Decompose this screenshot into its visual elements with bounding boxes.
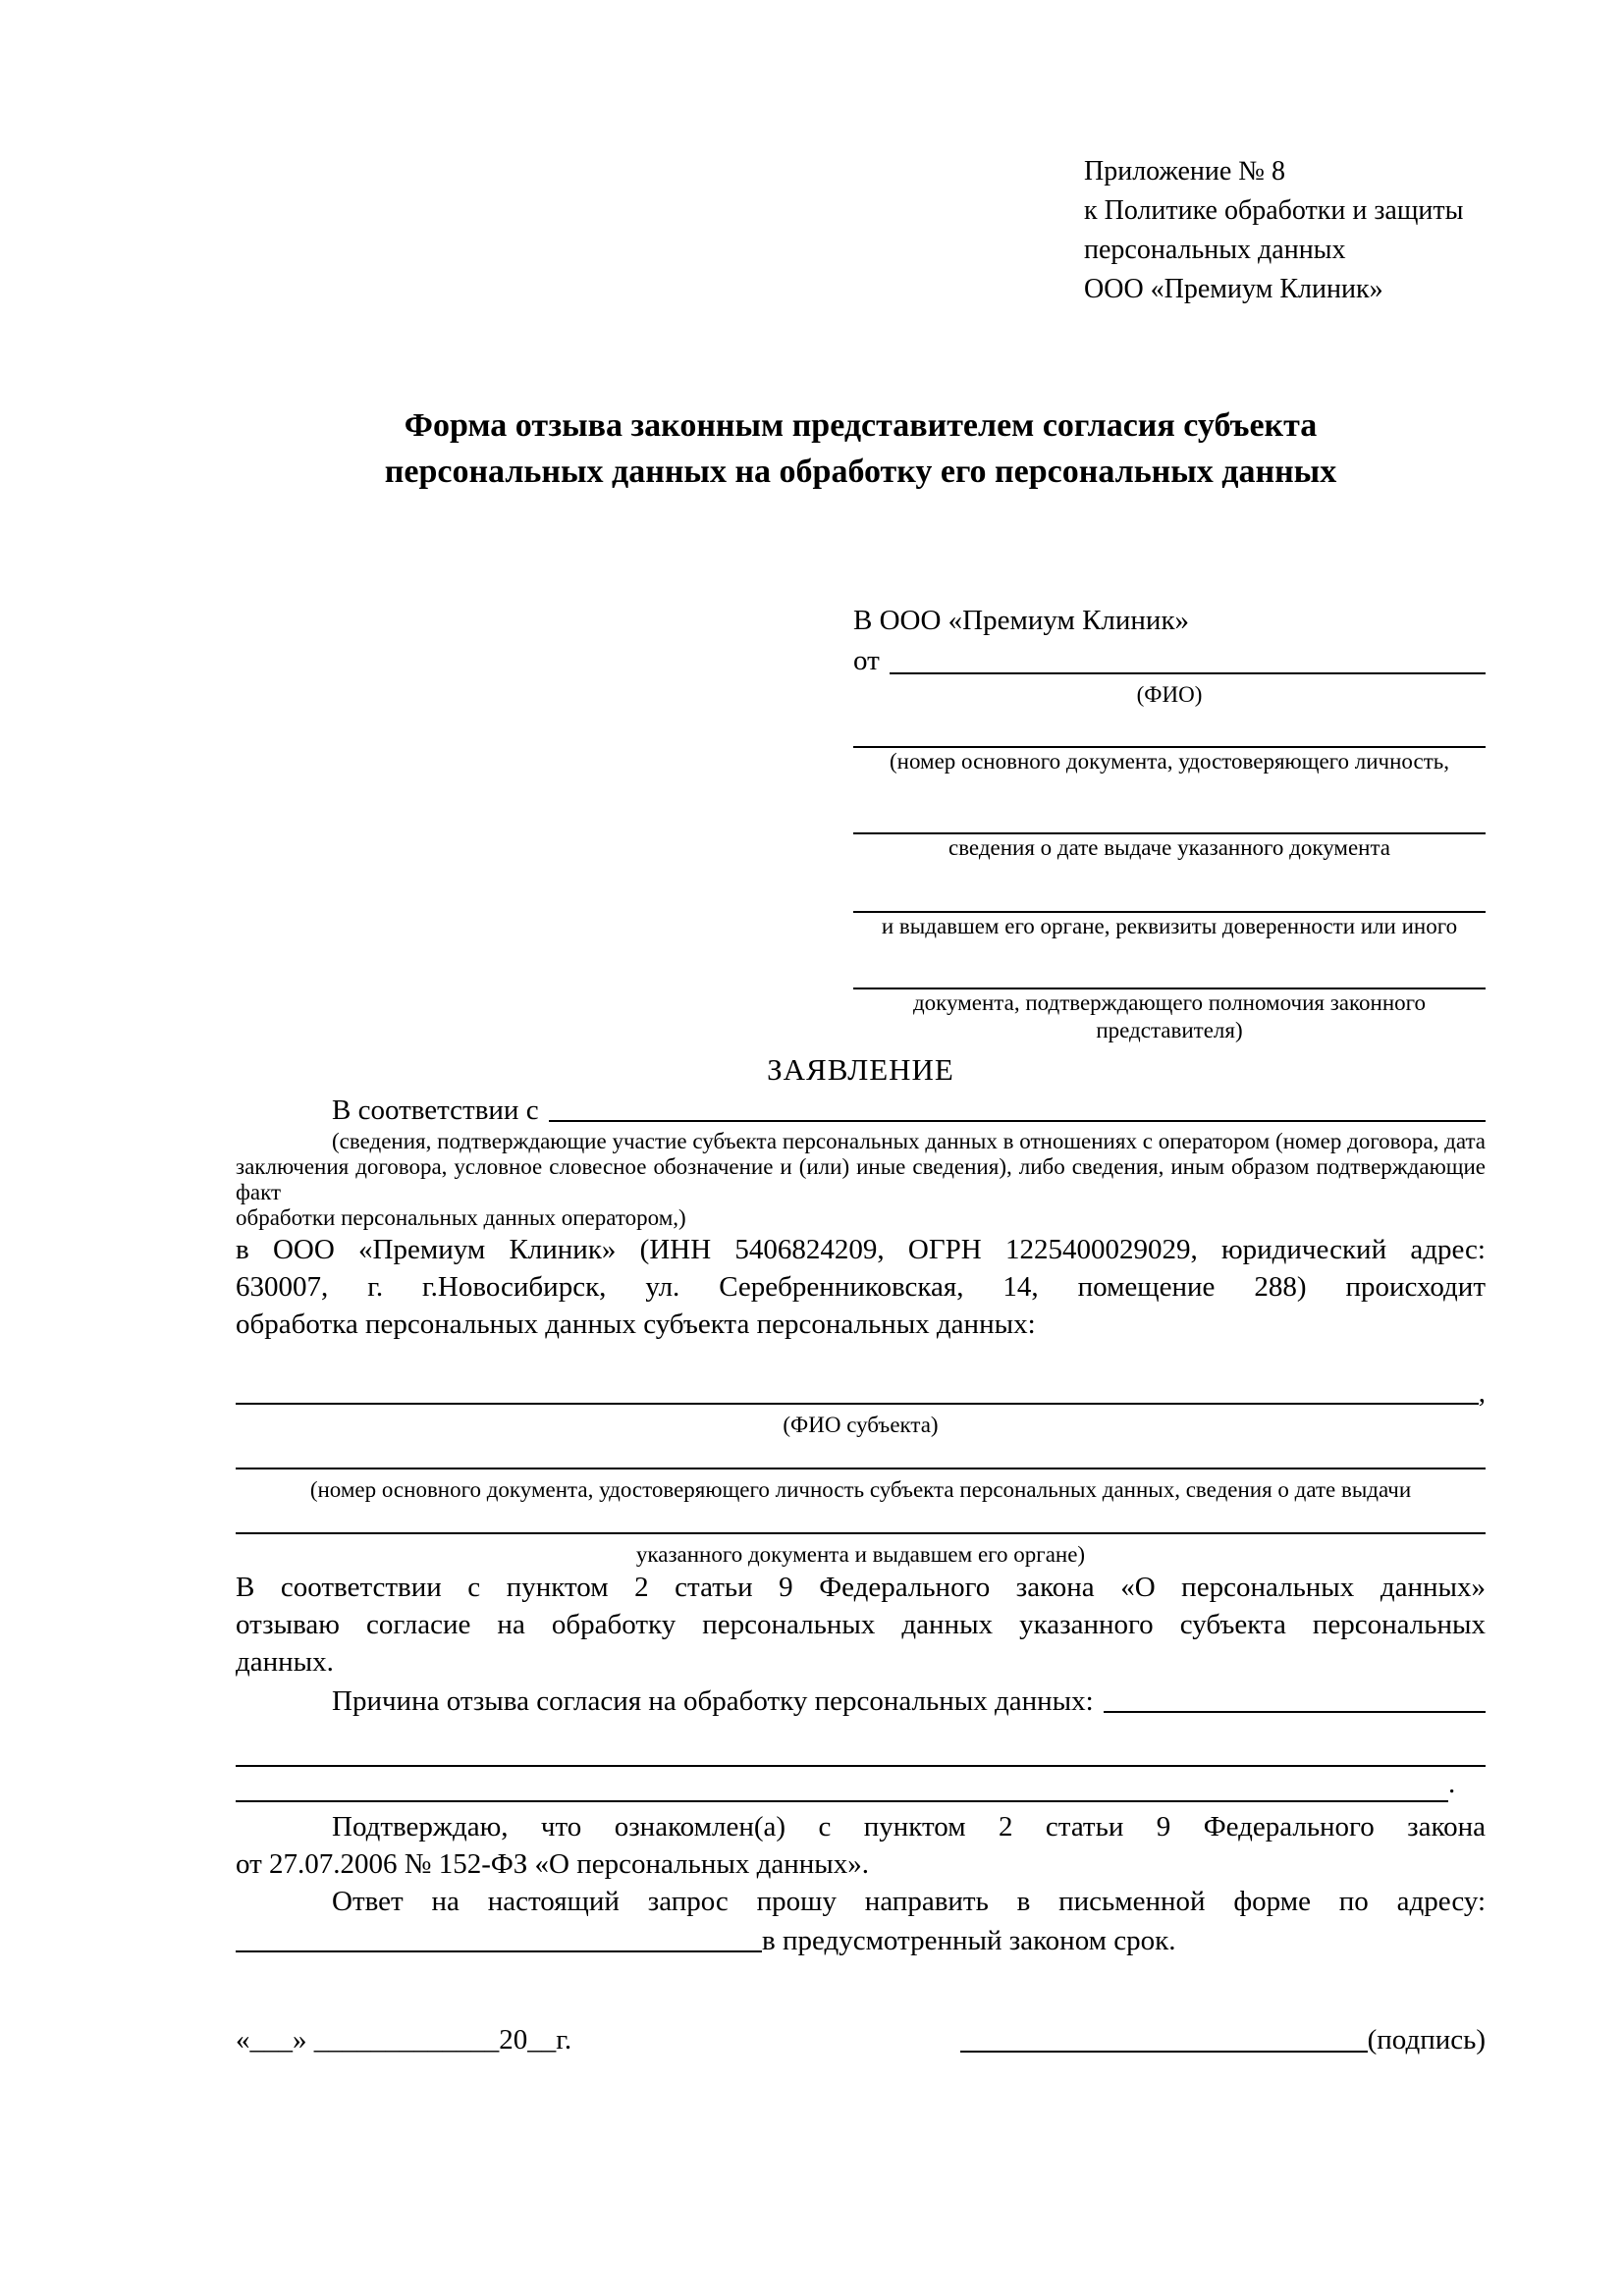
basis-caption-line: заключения договора, условное словесное обозначение и (или) иные сведения), либо сведения, иным образом подтверждающие факт (236, 1154, 1486, 1204)
reply-address-blank-line (236, 1950, 762, 1952)
subject-document-caption: (номер основного документа, удостоверяющего личность субъекта персональных данных, сведения о дате выдачи (309, 1477, 1412, 1502)
reply-line2-suffix: в предусмотренный законом срок. (762, 1925, 1176, 1956)
annex-line: ООО «Премиум Клиник» (1084, 274, 1383, 304)
subject-fio-comma: , (1478, 1377, 1486, 1409)
annex-line: персональных данных (1084, 235, 1346, 265)
withdrawal-paragraph (236, 1569, 1486, 1681)
accordance-field-row (236, 1088, 1486, 1129)
confirmation-paragraph (236, 1808, 1486, 1883)
annex-line: Приложение № 8 (1084, 156, 1285, 187)
sentence-period: . (1448, 1768, 1456, 1799)
operator-paragraph-line: обработка персональных данных субъекта персональных данных: (236, 1308, 1036, 1340)
document-title-line: персональных данных на обработку его персональных данных (384, 454, 1337, 490)
subject-document-caption2: указанного документа и выдавшем его органе) (635, 1542, 1086, 1567)
basis-caption-line: (сведения, подтверждающие участие субъекта персональных данных в отношениях с оператором (номер договора, дата (332, 1129, 1486, 1153)
signature-group (960, 2020, 1486, 2059)
addressee-block (853, 601, 1486, 1044)
confirmation-line: от 27.07.2006 № 152-ФЗ «О персональных данных». (236, 1848, 870, 1880)
withdrawal-paragraph-line: В соответствии с пунктом 2 статьи 9 Федерального закона «О персональных данных» (236, 1572, 1486, 1603)
subject-document-blank-line (236, 1468, 1486, 1469)
addressee-organization: В ООО «Премиум Клиник» (853, 605, 1190, 636)
operator-paragraph-line: в ООО «Премиум Клиник» (ИНН 5406824209, ОГРН 1225400029029, юридический адрес: (236, 1234, 1486, 1265)
from-label: от (853, 645, 880, 676)
subject-document-blank-row2 (236, 1504, 1486, 1541)
accordance-blank-line (549, 1120, 1486, 1122)
document-title (236, 402, 1486, 495)
operator-paragraph-line: 630007, г. г.Новосибирск, ул. Серебренниковская, 14, помещение 288) происходит (236, 1271, 1486, 1303)
representative-authority-caption: документа, подтверждающего полномочия законного представителя) (912, 990, 1426, 1042)
from-blank-line (890, 672, 1486, 674)
annex-line: к Политике обработки и защиты (1084, 195, 1464, 226)
confirmation-line: Подтверждаю, что ознакомлен(а) с пунктом 2 статьи 9 Федерального закона (332, 1811, 1486, 1842)
document-title-line: Форма отзыва законным представителем согласия субъекта (404, 407, 1318, 444)
withdrawal-paragraph-line: отзываю согласие на обработку персональных данных указанного субъекта персональных (236, 1609, 1486, 1640)
signature-blank-line (960, 2051, 1368, 2053)
document-number-blank-line (853, 709, 1486, 748)
basis-caption-block (236, 1129, 1486, 1231)
reason-field-row (236, 1681, 1486, 1720)
fio-caption: (ФИО) (1136, 682, 1203, 707)
representative-authority-blank-line (853, 940, 1486, 989)
annex-reference-block (1084, 152, 1486, 309)
reason-continuation-blank-line2 (236, 1800, 1448, 1802)
from-field-row (853, 640, 1486, 681)
subject-document-blank-line2 (236, 1532, 1486, 1534)
basis-caption-line: обработки персональных данных оператором,) (236, 1205, 686, 1230)
document-number-caption: (номер основного документа, удостоверяющего личность, (889, 749, 1449, 774)
footer-row (236, 2020, 1486, 2059)
reason-continuation-row2 (236, 1768, 1486, 1802)
accordance-label: В соответствии с (332, 1095, 539, 1126)
issue-date-caption: сведения о дате выдаче указанного документа (947, 835, 1391, 860)
subject-document-blank-row (236, 1439, 1486, 1476)
date-blank: «___» _____________20__г. (236, 2024, 572, 2056)
reason-blank-line (1104, 1711, 1486, 1713)
signature-caption: (подпись) (1367, 2024, 1486, 2056)
issuing-authority-blank-line (853, 862, 1486, 913)
reason-label: Причина отзыва согласия на обработку персональных данных: (332, 1685, 1094, 1717)
issuing-authority-caption: и выдавшем его органе, реквизиты доверенности или иного (881, 914, 1458, 938)
reply-line1: Ответ на настоящий запрос прошу направить в письменной форме по адресу: (332, 1886, 1486, 1917)
withdrawal-paragraph-line: данных. (236, 1646, 334, 1678)
reply-address-row (236, 1920, 1486, 1959)
reply-paragraph (236, 1883, 1486, 1959)
operator-paragraph (236, 1231, 1486, 1343)
statement-heading: ЗАЯВЛЕНИЕ (767, 1052, 954, 1087)
subject-fio-blank-line (236, 1403, 1479, 1405)
subject-fio-caption: (ФИО субъекта) (783, 1413, 939, 1437)
issue-date-blank-line (853, 775, 1486, 834)
subject-fio-blank-row (236, 1378, 1486, 1412)
reason-continuation-blank-line (236, 1765, 1486, 1767)
